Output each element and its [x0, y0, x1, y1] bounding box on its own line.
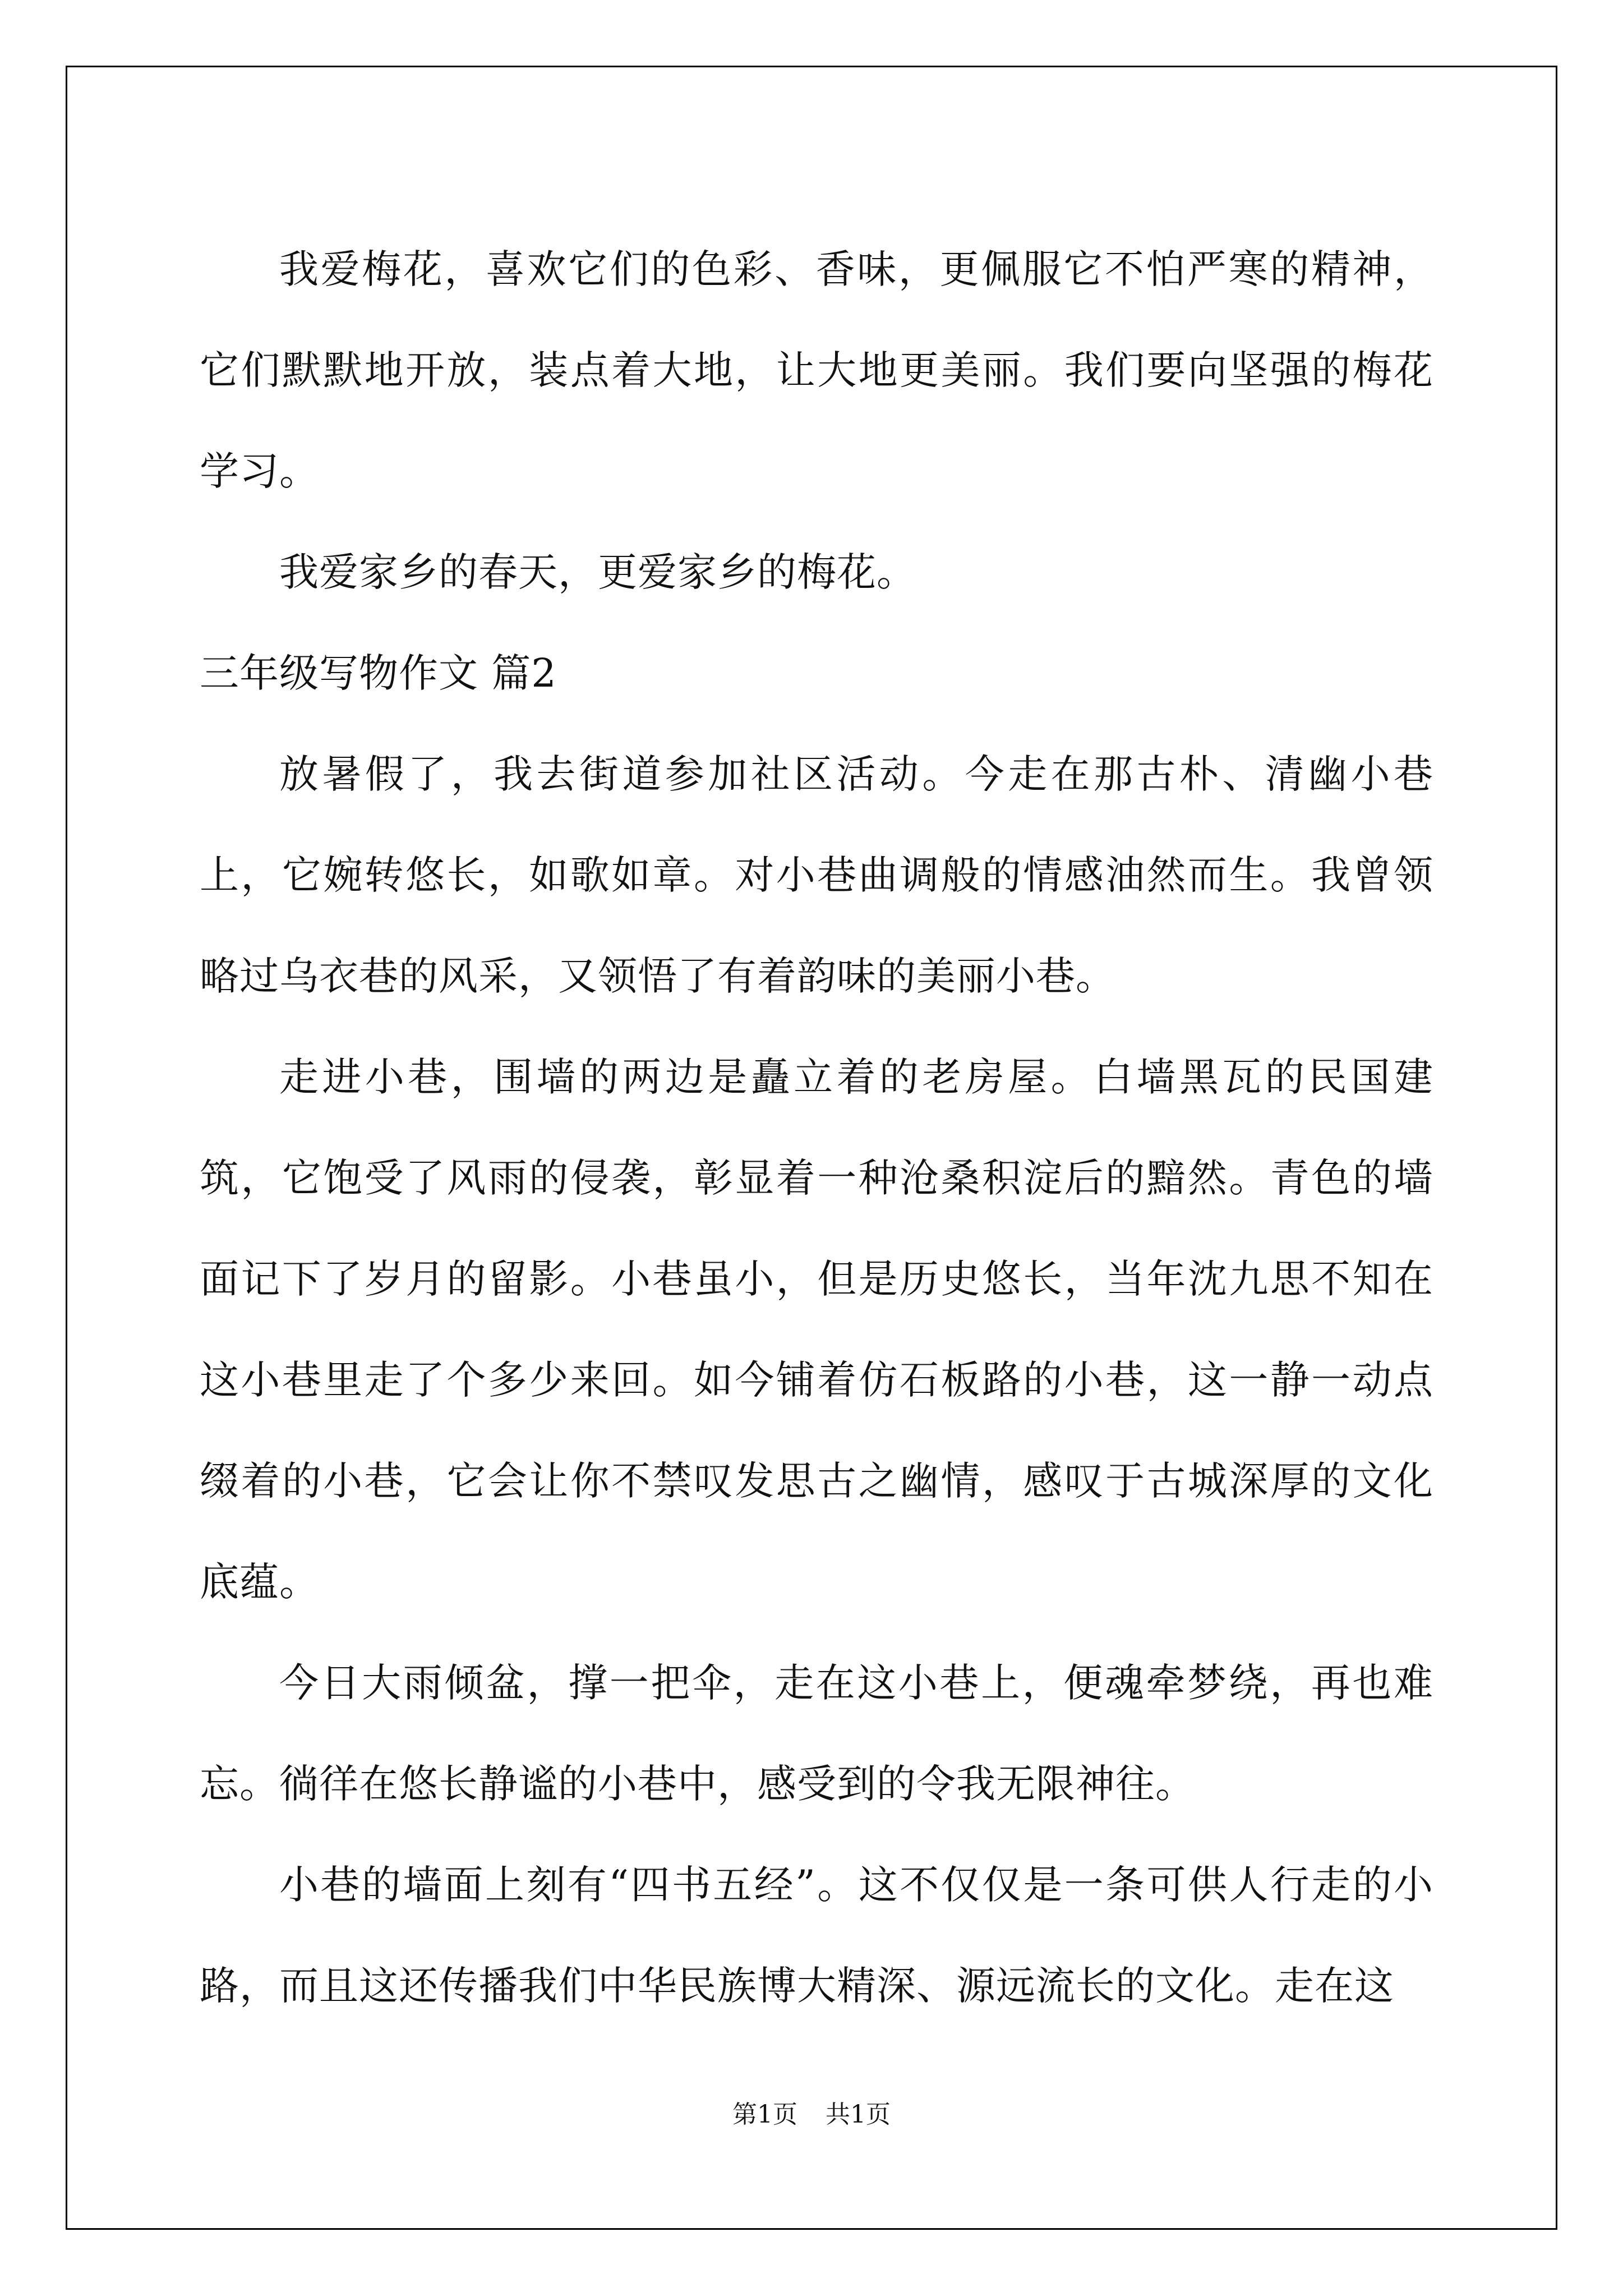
page-number-total: 共1页 [826, 2100, 891, 2129]
paragraph-entering-alley: 走进小巷，围墙的两边是矗立着的老房屋。白墙黑瓦的民国建筑，它饱受了风雨的侵袭，彰显着一种沧桑积淀后的黯然。青色的墙面记下了岁月的留影。小巷虽小，但是历史悠长，当年沈九思不知在这小巷里走了个多少来回。如今铺着仿石板路的小巷，这一静一动点缀着的小巷，它会让你不禁叹发思古之幽情，感叹于古城深厚的文化底蕴。 [200, 1054, 1433, 1605]
paragraph-alley-wall: 小巷的墙面上刻有“四书五经”。这不仅仅是一条可供人行走的小路，而且这还传播我们中华民族博大精深、源远流长的文化。走在这 [200, 1862, 1433, 2009]
paragraph-plum-blossom-love: 我爱梅花，喜欢它们的色彩、香味，更佩服它不怕严寒的精神，它们默默地开放，装点着大地，让大地更美丽。我们要向坚强的梅花学习。 [200, 246, 1433, 494]
page-footer [0, 2098, 1623, 2132]
page-number-current: 第1页 [732, 2100, 797, 2129]
paragraph-heavy-rain: 今日大雨倾盆，撑一把伞，走在这小巷上，便魂牵梦绕，再也难忘。徜徉在悠长静谧的小巷中，感受到的令我无限神往。 [200, 1660, 1433, 1807]
document-body [200, 219, 1433, 2036]
section-heading: 三年级写物作文 篇2 [200, 650, 557, 696]
paragraph-summer-vacation: 放暑假了，我去街道参加社区活动。今走在那古朴、清幽小巷上，它婉转悠长，如歌如章。对小巷曲调般的情感油然而生。我曾领略过乌衣巷的风采，又领悟了有着韵味的美丽小巷。 [200, 751, 1433, 999]
paragraph-hometown-spring: 我爱家乡的春天，更爱家乡的梅花。 [279, 549, 916, 595]
